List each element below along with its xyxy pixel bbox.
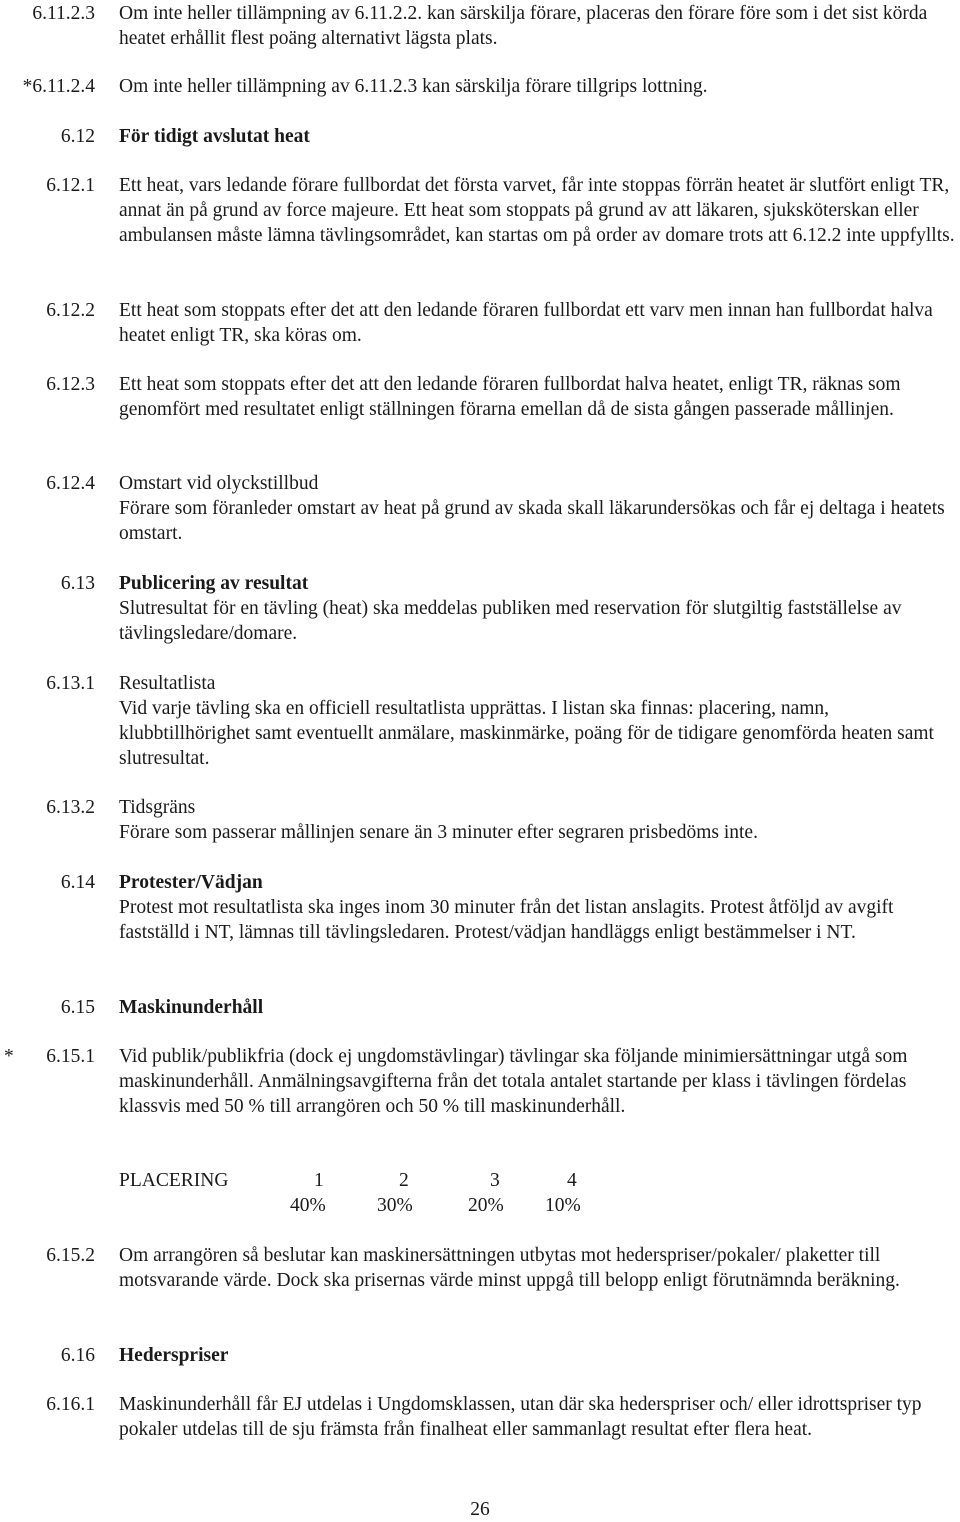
section-number: *6.11.2.4 [22, 76, 95, 97]
section-number: 6.15.1 [46, 1046, 95, 1067]
section-heading: Maskinunderhåll [119, 997, 264, 1018]
section-number: 6.11.2.3 [32, 3, 95, 24]
section-text: Slutresultat för en tävling (heat) ska meddelas publiken med reservation för slutgiltig fastställelse av tävlingsledare/domare. [119, 598, 902, 644]
place-cell: 2 [399, 1170, 409, 1191]
percent-cell: 10% [545, 1195, 581, 1216]
section-subheading: Resultatlista [119, 673, 216, 694]
section-subheading: Tidsgräns [119, 797, 196, 818]
place-cell: 1 [314, 1170, 324, 1191]
section-number: 6.13.1 [46, 673, 95, 694]
section-number: 6.14 [60, 872, 95, 893]
section-number: 6.16 [60, 1345, 95, 1366]
section-text: Om arrangören så beslutar kan maskinersättningen utbytas mot hederspriser/pokaler/ plaketter till motsvarande värde. Dock ska prisernas värde minst uppgå till belopp enligt förutnämnda beräkning. [119, 1245, 900, 1291]
place-cell: 3 [490, 1170, 500, 1191]
section-text: Protest mot resultatlista ska inges inom 30 minuter från det listan anslagits. Protest åtföljd av avgift fastställd i NT, lämnas till tävlingsledaren. Protest/vädjan handläggs enligt bestämmelser i NT. [119, 897, 894, 943]
revision-mark: * [4, 1046, 14, 1067]
section-number: 6.15 [60, 997, 95, 1018]
percent-cell: 40% [290, 1195, 326, 1216]
section-number: 6.13 [60, 573, 95, 594]
section-heading: Hederspriser [119, 1345, 229, 1366]
section-heading: För tidigt avslutat heat [119, 126, 310, 147]
section-heading: Protester/Vädjan [119, 872, 263, 893]
section-text: Maskinunderhåll får EJ utdelas i Ungdomsklassen, utan där ska hederspriser och/ eller idrottspriser typ pokaler utdelas till de sju främsta från finalheat eller sammanlagt resultat efter flera heat. [119, 1394, 922, 1440]
section-number: 6.16.1 [46, 1394, 95, 1415]
section-number: 6.13.2 [46, 797, 95, 818]
percent-cell: 20% [468, 1195, 504, 1216]
section-text: Vid varje tävling ska en officiell resultatlista upprättas. I listan ska finnas: placering, namn, klubbtillhörighet samt eventuellt anmälare, maskinmärke, poäng för de tidigare genomförda heaten samt slutresultat. [119, 698, 934, 769]
section-number: 6.12.2 [46, 300, 95, 321]
section-number: 6.12.3 [46, 374, 95, 395]
placing-label: PLACERING [119, 1170, 229, 1191]
percent-cell: 30% [377, 1195, 413, 1216]
place-cell: 4 [567, 1170, 577, 1191]
section-number: 6.12.4 [46, 473, 95, 494]
section-heading: Publicering av resultat [119, 573, 309, 594]
section-text: Förare som passerar mållinjen senare än 3 minuter efter segraren prisbedöms inte. [119, 822, 758, 843]
section-text: Ett heat som stoppats efter det att den ledande föraren fullbordat ett varv men innan han fullbordat halva heatet enligt TR, ska köras om. [119, 300, 933, 346]
page-number: 26 [470, 1499, 490, 1520]
section-subheading: Omstart vid olyckstillbud [119, 473, 319, 494]
section-text: Vid publik/publikfria (dock ej ungdomstävlingar) tävlingar ska följande minimiersättningar utgå som maskinunderhåll. Anmälningsavgifterna från det totala antalet startande per klass i tävlingen fördelas klassvis med 50 % till arrangören och 50 % till maskinunderhåll. [119, 1046, 908, 1117]
section-text: Förare som föranleder omstart av heat på grund av skada skall läkarundersökas och får ej deltaga i heatets omstart. [119, 498, 945, 544]
section-number: 6.15.2 [46, 1245, 95, 1266]
section-text: Om inte heller tillämpning av 6.11.2.2. kan särskilja förare, placeras den förare före som i det sist körda heatet erhållit flest poäng alternativt lägsta plats. [119, 3, 928, 49]
section-text: Om inte heller tillämpning av 6.11.2.3 kan särskilja förare tillgrips lottning. [119, 76, 708, 97]
section-number: 6.12.1 [46, 175, 95, 196]
section-text: Ett heat, vars ledande förare fullbordat det första varvet, får inte stoppas förrän heatet är slutfört enligt TR, annat än på grund av force majeure. Ett heat som stoppats på grund av att läkaren, sjuksköterskan eller ambulansen måste lämna tävlingsområdet, kan startas om på order av domare trots att 6.12.2 inte uppfyllts. [119, 175, 955, 246]
section-text: Ett heat som stoppats efter det att den ledande föraren fullbordat halva heatet, enligt TR, räknas som genomfört med resultatet enligt ställningen förarna emellan då de sista gången passerade mållinjen. [119, 374, 901, 420]
section-number: 6.12 [60, 126, 95, 147]
